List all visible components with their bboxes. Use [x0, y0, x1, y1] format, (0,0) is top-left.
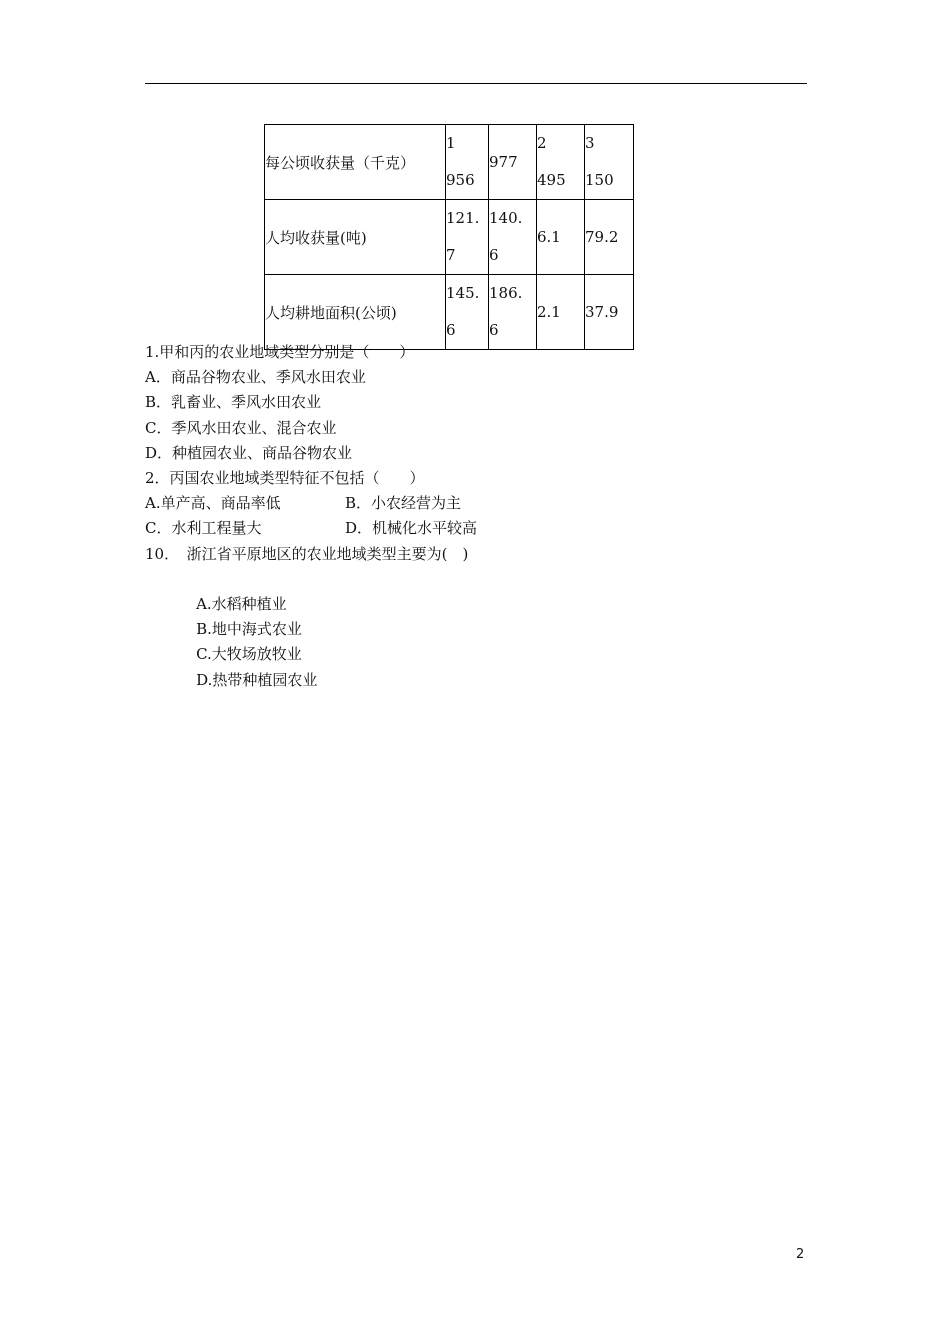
question-1: 1.甲和丙的农业地域类型分别是（ ）: [145, 343, 415, 361]
option-c: C.大牧场放牧业: [196, 645, 302, 664]
table-cell: 6.1: [537, 200, 585, 275]
table-row: [265, 275, 634, 350]
header-rule: [145, 83, 807, 84]
table-cell: 145. 6: [446, 275, 489, 350]
option-row: [145, 516, 825, 541]
table-cell: 3 150: [585, 125, 634, 200]
table-cell: 121. 7: [446, 200, 489, 275]
table-cell: 37.9: [585, 275, 634, 350]
table-cell: 79.2: [585, 200, 634, 275]
option-a: A.水稻种植业: [196, 594, 287, 613]
question-10: 10． 浙江省平原地区的农业地域类型主要为( ): [145, 544, 469, 563]
table-cell: 140. 6: [489, 200, 537, 275]
option-a: A.单产高、商品率低: [145, 494, 281, 513]
table-row: [265, 125, 634, 200]
row-label: 人均收获量(吨): [265, 200, 446, 275]
table-cell: 977: [489, 125, 537, 200]
row-label: 每公顷收获量（千克）: [265, 125, 446, 200]
option-row: [145, 567, 825, 689]
data-table: [264, 124, 634, 350]
option-row: [145, 491, 825, 516]
page-number: 2: [796, 1247, 805, 1262]
option-a: A．商品谷物农业、季风水田农业: [145, 368, 366, 387]
option-b: B．小农经营为主: [345, 494, 462, 513]
table-cell: 1 956: [446, 125, 489, 200]
option-d: D．种植园农业、商品谷物农业: [145, 443, 353, 462]
table-cell: 2 495: [537, 125, 585, 200]
option-c: C．水利工程量大: [145, 519, 262, 538]
table-cell: 186. 6: [489, 275, 537, 350]
row-label: 人均耕地面积(公顷): [265, 275, 446, 350]
question-2: 2．丙国农业地域类型特征不包括（ ）: [145, 468, 425, 487]
option-b: B．乳畜业、季风水田农业: [145, 393, 322, 412]
option-c: C．季风水田农业、混合农业: [145, 418, 337, 437]
option-b: B.地中海式农业: [196, 620, 302, 639]
option-d: D．机械化水平较高: [345, 519, 478, 538]
table-row: [265, 200, 634, 275]
table-cell: 2.1: [537, 275, 585, 350]
option-d: D.热带种植园农业: [196, 670, 318, 689]
question-block: [145, 340, 825, 689]
